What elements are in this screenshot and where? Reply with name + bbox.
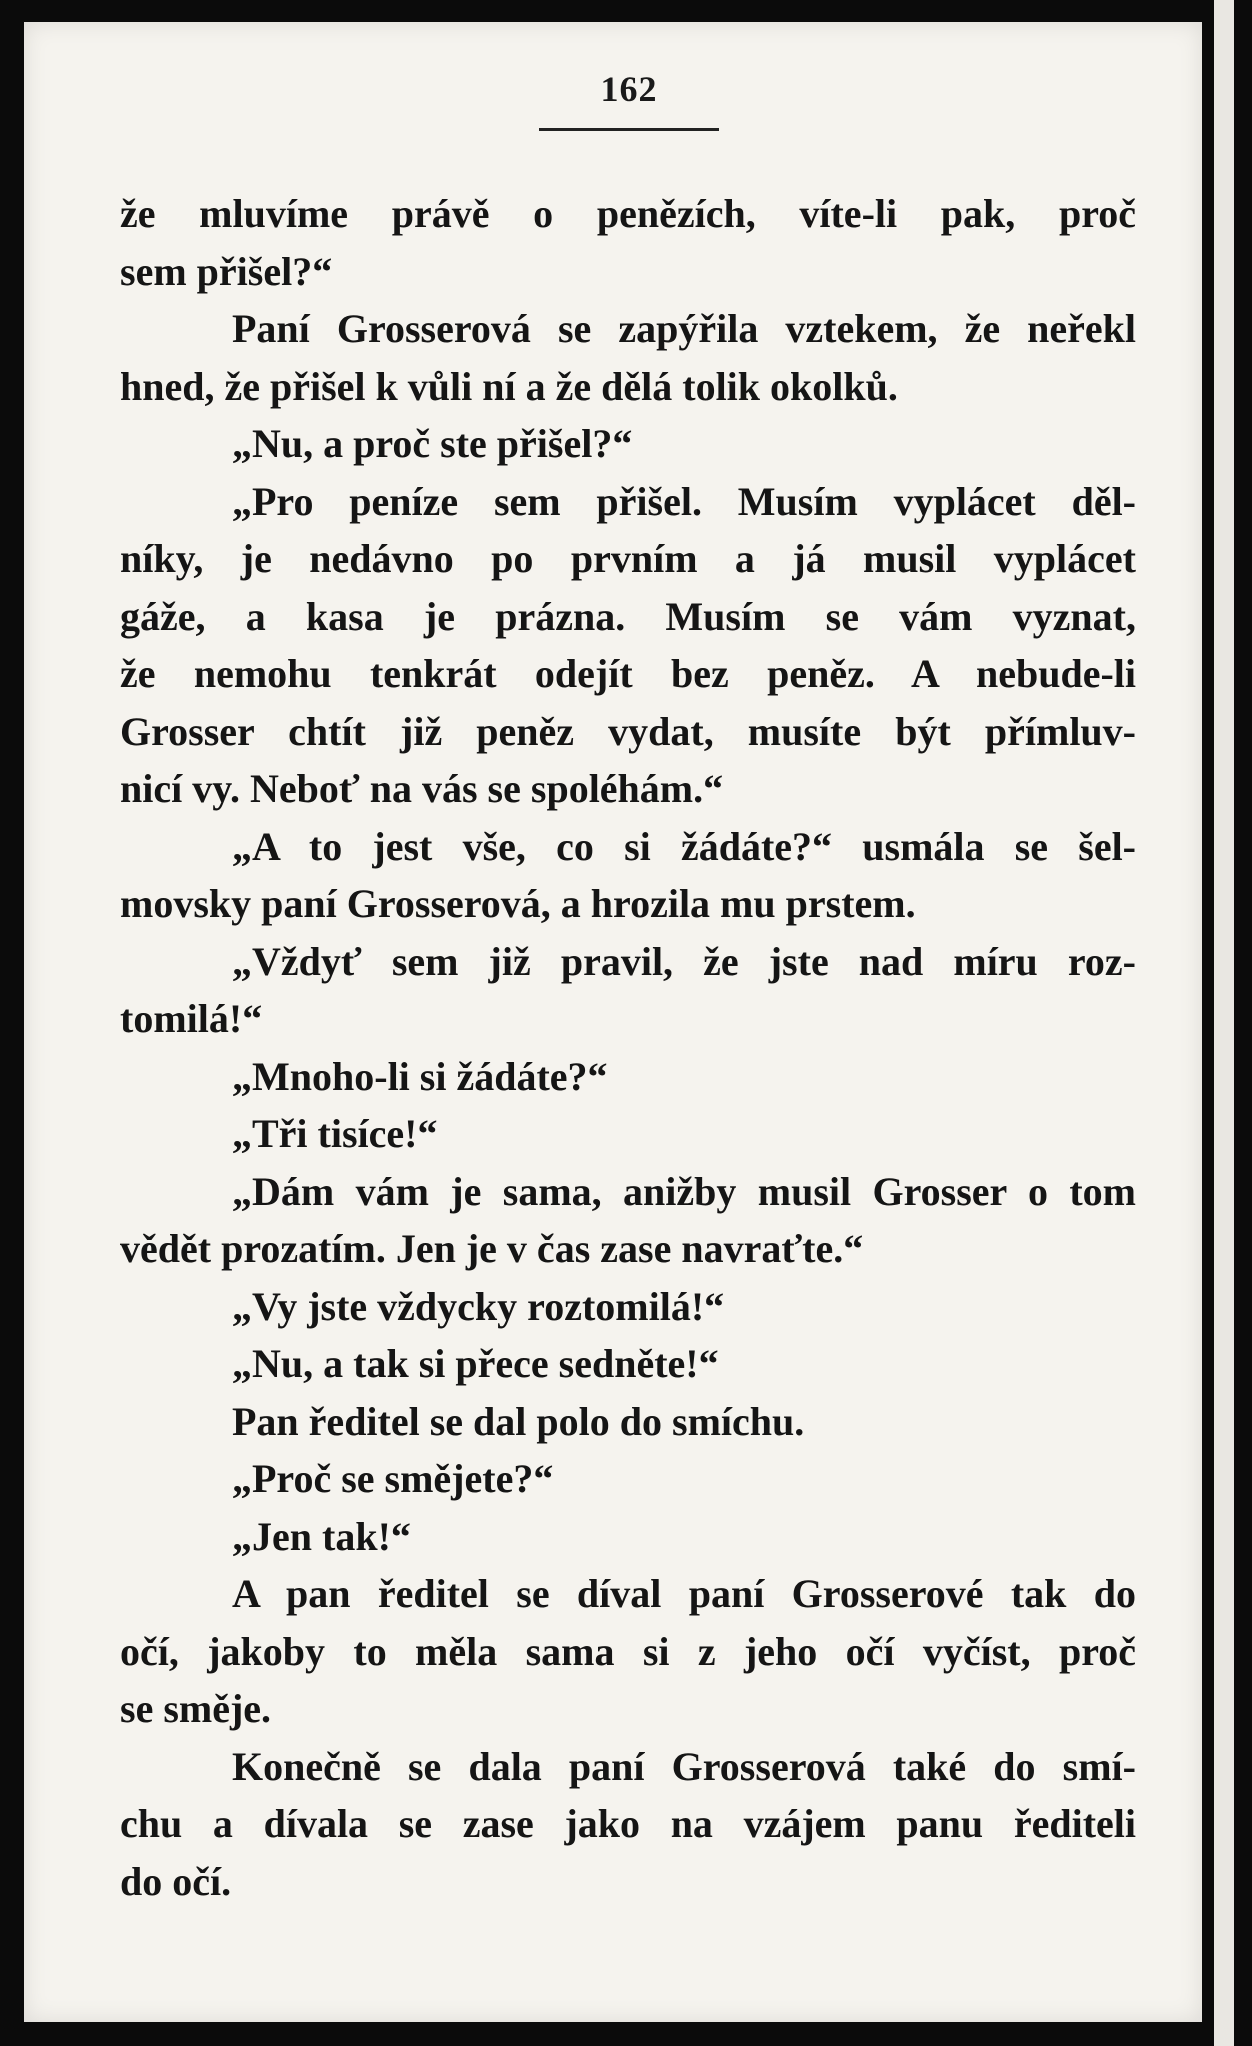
text-line: chu a dívala se zase jako na vzájem panu řediteli (120, 1801, 1136, 1846)
text-line: „Vždyť sem již pravil, že jste nad míru roz- (232, 938, 1136, 984)
adjacent-page-edge (1214, 0, 1234, 2046)
text-line: „Nu, a proč ste přišel?“ (232, 421, 633, 466)
text-line: nicí vy. Neboť na vás se spoléhám.“ (120, 766, 724, 811)
text-line: A pan ředitel se díval paní Grosserové tak do (232, 1571, 1136, 1616)
text-line: Grosser chtít již peněz vydat, musíte být přímluv- (120, 708, 1136, 754)
body-text (120, 185, 1136, 1910)
text-line: „Dám vám je sama, anižby musil Grosser o tom (232, 1168, 1136, 1214)
text-line: hned, že přišel k vůli ní a že dělá tolik okolků. (120, 363, 898, 409)
page-number-rule (539, 128, 719, 131)
text-line: „Nu, a tak si přece sedněte!“ (232, 1341, 719, 1386)
text-line: níky, je nedávno po prvním a já musil vyplácet (120, 536, 1136, 581)
text-line: sem přišel?“ (120, 248, 333, 294)
text-line: Konečně se dala paní Grosserová také do smí- (232, 1743, 1136, 1789)
page-number: 162 (600, 69, 658, 109)
text-line: „Tři tisíce!“ (232, 1111, 438, 1156)
book-page (24, 22, 1202, 2022)
text-line: do očí. (120, 1858, 232, 1904)
text-line: že nemohu tenkrát odejít bez peněz. A nebude-li (120, 651, 1136, 696)
text-line: movsky paní Grosserová, a hrozila mu prstem. (120, 881, 916, 926)
text-line: „Proč se smějete?“ (232, 1456, 554, 1501)
text-line: Pan ředitel se dal polo do smíchu. (232, 1398, 805, 1444)
text-line: očí, jakoby to měla sama si z jeho očí vyčíst, proč (120, 1628, 1136, 1674)
text-line: „A to jest vše, co si žádáte?“ usmála se šel- (232, 823, 1136, 869)
text-line: že mluvíme právě o penězích, víte-li pak, proč (120, 191, 1136, 236)
text-line: „Pro peníze sem přišel. Musím vyplácet děl- (232, 478, 1136, 524)
text-line: „Jen tak!“ (232, 1513, 411, 1559)
text-line: gáže, a kasa je prázna. Musím se vám vyznat, (120, 593, 1136, 639)
text-line: tomilá!“ (120, 996, 263, 1041)
text-line: „Vy jste vždycky roztomilá!“ (232, 1283, 725, 1329)
text-line: „Mnoho-li si žádáte?“ (232, 1053, 608, 1099)
text-line: se směje. (120, 1686, 272, 1731)
text-line: vědět prozatím. Jen je v čas zase navraťte.“ (120, 1226, 864, 1271)
text-line: Paní Grosserová se zapýřila vztekem, že neřekl (232, 306, 1136, 351)
